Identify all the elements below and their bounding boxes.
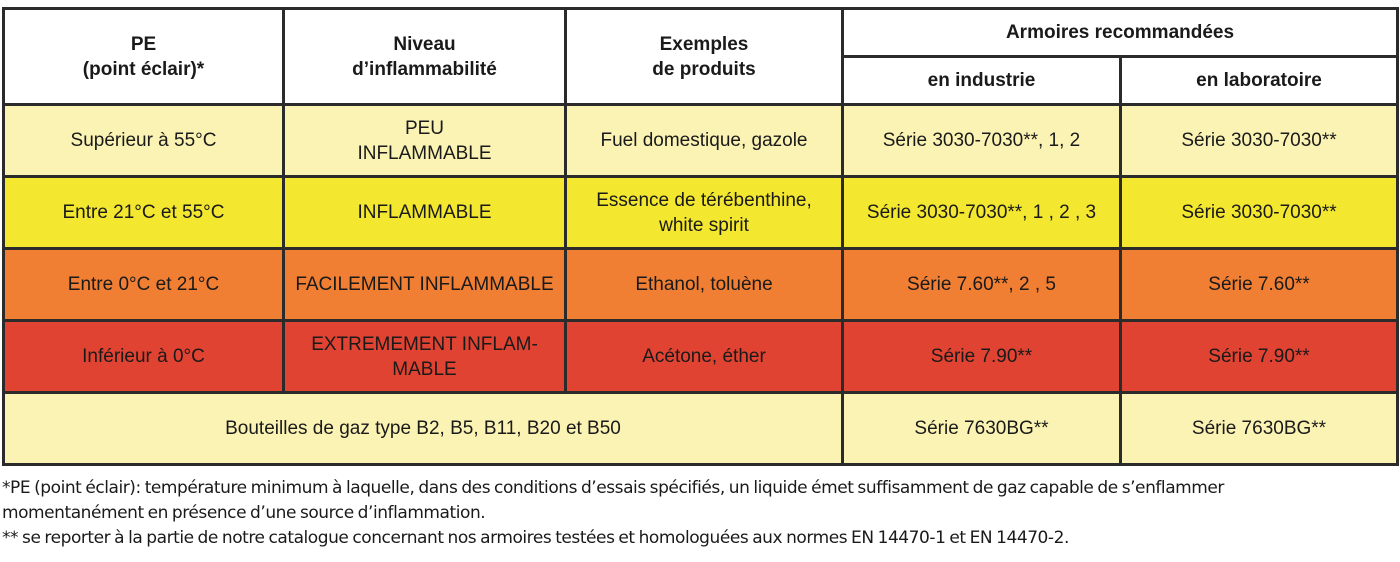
header-armoires: Armoires recommandées (843, 9, 1398, 57)
cell-niveau-line1: PEU (404, 117, 445, 139)
cell-niveau-line2: MABLE (392, 358, 457, 380)
header-exemples-line2: de produits (652, 58, 756, 80)
flammability-table (2, 7, 1399, 466)
table-row (4, 177, 1398, 249)
cell-niveau: FACILEMENT INFLAMMABLE (284, 249, 566, 321)
cell-exemples: Fuel domestique, gazole (566, 105, 843, 177)
cell-niveau-line1: EXTREMEMENT INFLAM- (311, 333, 538, 355)
footnote-catalogue: ** se reporter à la partie de notre catalogue concernant nos armoires testées et homologuées aux normes EN 14470-1 et EN 14470-2. (2, 528, 1069, 548)
footnote-pe-line1: *PE (point éclair): température minimum à laquelle, dans des conditions d’essais spécifiés, un liquide émet suffisamment de gaz capable de s’enflammer (2, 478, 1224, 498)
footnotes (2, 476, 1398, 551)
header-niveau-line1: Niveau (393, 33, 456, 55)
table-row (4, 105, 1398, 177)
cell-niveau (284, 105, 566, 177)
header-niveau-line2: d’inflammabilité (352, 58, 497, 80)
gas-row (4, 393, 1398, 465)
cell-pe: Entre 0°C et 21°C (4, 249, 284, 321)
table-row (4, 249, 1398, 321)
cell-laboratoire: Série 3030-7030** (1121, 105, 1398, 177)
cell-industrie: Série 7.90** (843, 321, 1121, 393)
cell-industrie: Série 7630BG** (843, 393, 1121, 465)
cell-industrie: Série 3030-7030**, 1 , 2 , 3 (843, 177, 1121, 249)
cell-pe: Entre 21°C et 55°C (4, 177, 284, 249)
cell-pe: Supérieur à 55°C (4, 105, 284, 177)
cell-laboratoire: Série 7.90** (1121, 321, 1398, 393)
cell-pe: Inférieur à 0°C (4, 321, 284, 393)
cell-industrie: Série 7.60**, 2 , 5 (843, 249, 1121, 321)
cell-exemples: Acétone, éther (566, 321, 843, 393)
cell-laboratoire: Série 3030-7030** (1121, 177, 1398, 249)
header-industrie: en industrie (843, 57, 1121, 105)
cell-exemples (566, 177, 843, 249)
footnote-pe-line2: momentanément en présence d’une source d’inflammation. (2, 503, 486, 523)
header-exemples (566, 9, 843, 105)
cell-laboratoire: Série 7.60** (1121, 249, 1398, 321)
header-exemples-line1: Exemples (659, 33, 749, 55)
cell-exemples-line1: Essence de térébenthine, (596, 189, 812, 211)
header-row (4, 9, 1398, 57)
cell-exemples: Ethanol, toluène (566, 249, 843, 321)
cell-exemples-line2: white spirit (659, 214, 749, 236)
header-laboratoire: en laboratoire (1121, 57, 1398, 105)
cell-industrie: Série 3030-7030**, 1, 2 (843, 105, 1121, 177)
cell-niveau (284, 321, 566, 393)
header-pe-line2: (point éclair)* (82, 58, 205, 80)
header-niveau (284, 9, 566, 105)
cell-niveau: INFLAMMABLE (284, 177, 566, 249)
table-row (4, 321, 1398, 393)
cell-gas-description: Bouteilles de gaz type B2, B5, B11, B20 et B50 (4, 393, 843, 465)
cell-laboratoire: Série 7630BG** (1121, 393, 1398, 465)
header-pe-line1: PE (130, 33, 157, 55)
cell-niveau-line2: INFLAMMABLE (357, 142, 492, 164)
header-pe (4, 9, 284, 105)
